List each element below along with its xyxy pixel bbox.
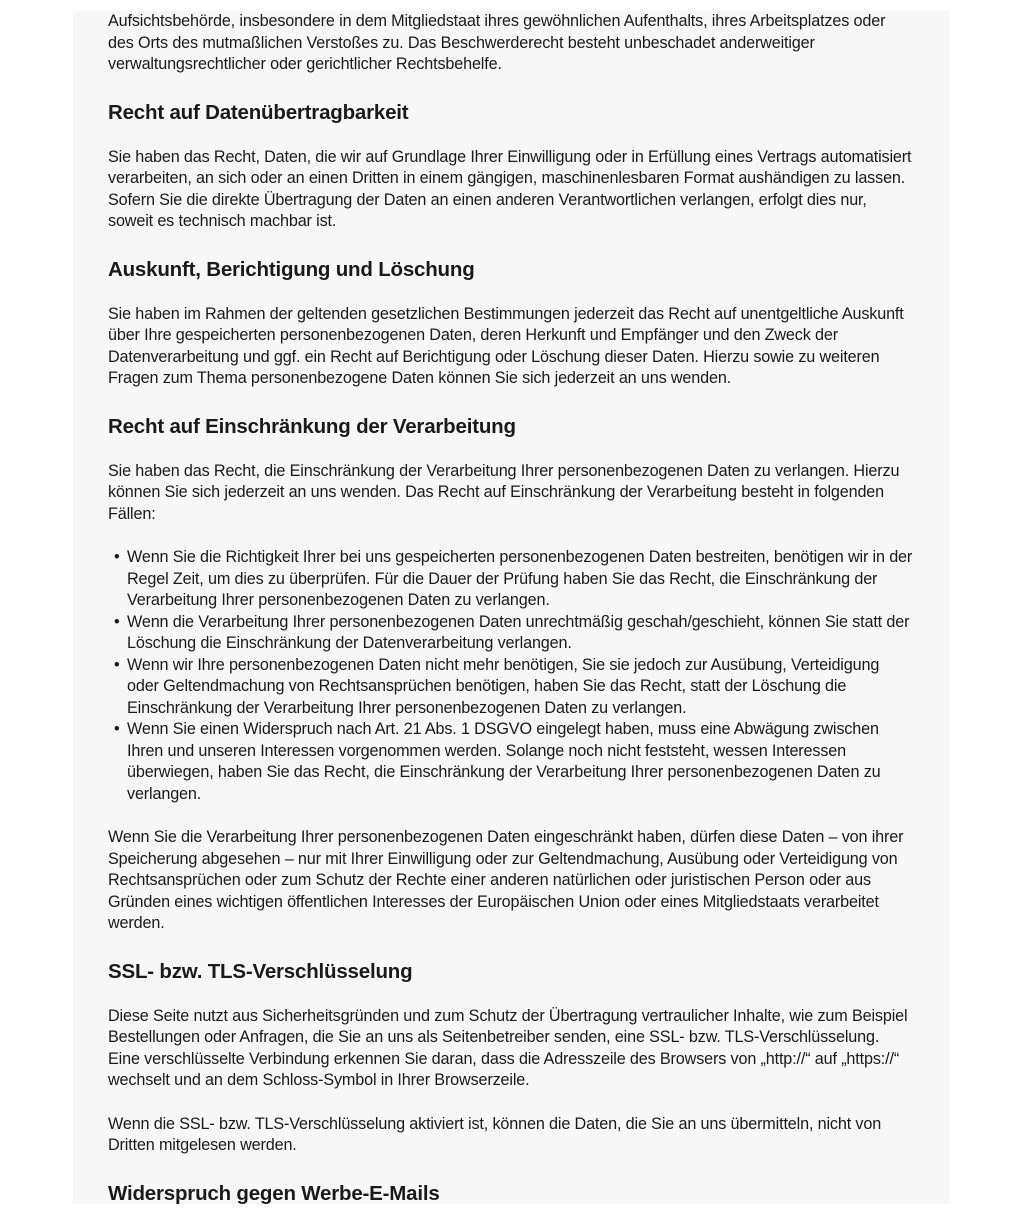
privacy-policy-content <box>108 11 915 1204</box>
privacy-policy-panel <box>73 11 950 1204</box>
section-paragraph: Diese Seite nutzt aus Sicherheitsgründen und zum Schutz der Übertragung vertraulicher Inhalte, wie zum Beispiel Bestellungen oder Anfragen, die Sie an uns als Seitenbetreiber senden, eine SSL- bzw. TLS-Verschlüsselung. Eine verschlüsselte Verbindung erkennen Sie daran, dass die Adresszeile des Browsers von „http://“ auf „https://“ wechselt und an dem Schloss-Symbol in Ihrer Browserzeile. <box>108 1006 908 1089</box>
section-heading: Auskunft, Berichtigung und Löschung <box>108 257 475 281</box>
section-objection-advertising-emails <box>108 1181 915 1205</box>
section-paragraph: Sie haben das Recht, die Einschränkung der Verarbeitung Ihrer personenbezogenen Daten zu verlangen. Hierzu können Sie sich jederzeit an uns wenden. Das Recht auf Einschränkung der Verarbeitung besteht in folgenden Fällen: <box>108 461 900 523</box>
list-item <box>108 655 915 720</box>
section-closing-paragraph: Wenn Sie die Verarbeitung Ihrer personenbezogenen Daten eingeschränkt haben, dürfen diese Daten – von ihrer Speicherung abgesehen – nur mit Ihrer Einwilligung oder zur Geltendmachung, Ausübung oder Verteidigung von Rechtsansprüchen oder zum Schutz der Rechte einer anderen natürlichen oder juristischen Person oder aus Gründen eines wichtigen öffentlichen Interesses der Europäischen Union oder eines Mitgliedstaats verarbeitet werden. <box>108 828 904 932</box>
section-information-correction-deletion <box>108 257 915 390</box>
list-item <box>108 547 915 612</box>
list-item-text: Wenn Sie die Richtigkeit Ihrer bei uns gespeicherten personenbezogenen Daten bestreiten, benötigen wir in der Regel Zeit, um dies zu überprüfen. Für die Dauer der Prüfung haben Sie das Recht, die Einschränkung der Verarbeitung Ihrer personenbezogenen Daten zu verlangen. <box>127 548 913 609</box>
list-item-text: Wenn Sie einen Widerspruch nach Art. 21 Abs. 1 DSGVO eingelegt haben, muss eine Abwägung zwischen Ihren und unseren Interessen vorgenommen werden. Solange noch nicht feststeht, wessen Interessen überwiegen, haben Sie das Recht, die Einschränkung der Verarbeitung Ihrer personenbezogenen Daten zu verlangen. <box>127 720 881 803</box>
section-heading: Recht auf Einschränkung der Verarbeitung <box>108 414 516 438</box>
bullet-icon: • <box>114 612 120 631</box>
section-restriction-of-processing <box>108 414 915 935</box>
section-heading: SSL- bzw. TLS-Verschlüsselung <box>108 959 413 983</box>
list-item <box>108 612 915 655</box>
section-paragraph: Sie haben im Rahmen der geltenden gesetzlichen Bestimmungen jederzeit das Recht auf unentgeltliche Auskunft über Ihre gespeicherten personenbezogenen Daten, deren Herkunft und Empfänger und den Zweck der Datenverarbeitung und ggf. ein Recht auf Berichtigung oder Löschung dieser Daten. Hierzu sowie zu weiteren Fragen zum Thema personenbezogene Daten können Sie sich jederzeit an uns wenden. <box>108 304 904 387</box>
list-item-text: Wenn die Verarbeitung Ihrer personenbezogenen Daten unrechtmäßig geschah/geschieht, können Sie statt der Löschung die Einschränkung der Datenverarbeitung verlangen. <box>127 612 910 652</box>
list-item <box>108 719 915 805</box>
section-data-portability <box>108 100 915 233</box>
section-paragraph: Sie haben das Recht, Daten, die wir auf Grundlage Ihrer Einwilligung oder in Erfüllung eines Vertrags automatisiert verarbeiten, an sich oder an einen Dritten in einem gängigen, maschinenlesbaren Format aushändigen zu lassen. Sofern Sie die direkte Übertragung der Daten an einen anderen Verantwortlichen verlangen, erfolgt dies nur, soweit es technisch machbar ist. <box>108 147 912 230</box>
bullet-icon: • <box>114 548 120 566</box>
section-paragraph: Wenn die SSL- bzw. TLS-Verschlüsselung aktiviert ist, können die Daten, die Sie an uns übermitteln, nicht von Dritten mitgelesen werden. <box>108 1114 882 1154</box>
section-heading: Recht auf Datenübertragbarkeit <box>108 100 409 124</box>
bullet-icon: • <box>114 720 120 738</box>
section-heading: Widerspruch gegen Werbe-E-Mails <box>108 1181 440 1204</box>
intro-paragraph: Aufsichtsbehörde, insbesondere in dem Mitgliedstaat ihres gewöhnlichen Aufenthalts, ihres Arbeitsplatzes oder des Orts des mutmaßlichen Verstoßes zu. Das Beschwerderecht besteht unbeschadet anderweitiger verwaltungsrechtlicher oder gerichtlicher Rechtsbehelfe. <box>108 12 886 73</box>
section-ssl-tls-encryption <box>108 959 915 1157</box>
restriction-cases-list <box>108 547 915 805</box>
bullet-icon: • <box>114 655 120 674</box>
list-item-text: Wenn wir Ihre personenbezogenen Daten nicht mehr benötigen, Sie sie jedoch zur Ausübung, Verteidigung oder Geltendmachung von Rechtsansprüchen benötigen, haben Sie das Recht, statt der Löschung die Einschränkung der Verarbeitung Ihrer personenbezogenen Daten zu verlangen. <box>127 655 880 717</box>
